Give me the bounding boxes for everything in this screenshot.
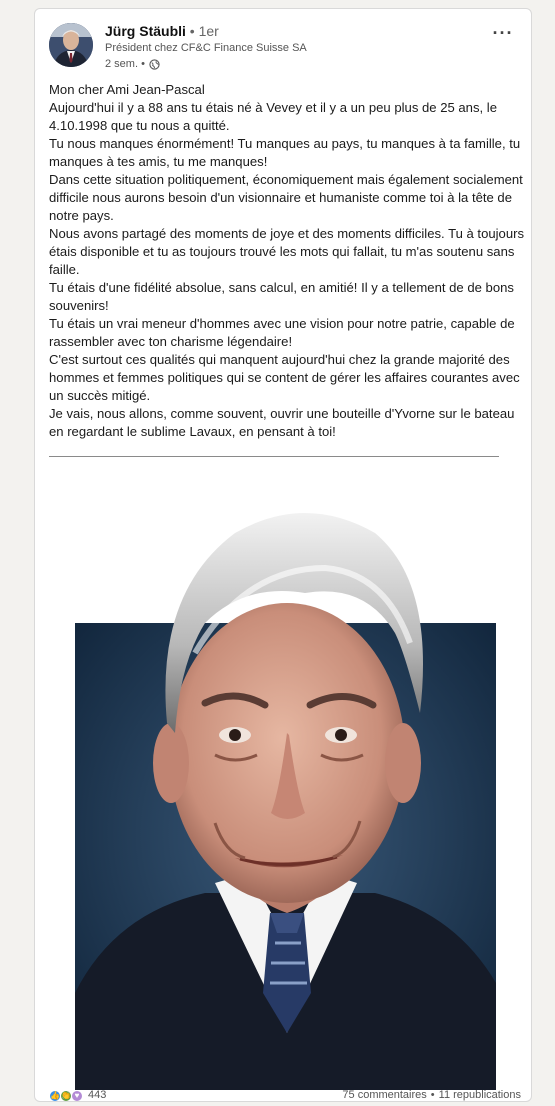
post-meta [105, 57, 481, 72]
post-paragraph: Mon cher Ami Jean-Pascal [49, 82, 205, 97]
post-paragraph: Tu nous manques énormément! Tu manques au pays, tu manques à ta famille, tu manques à tes amis, tu me manques! [49, 136, 521, 169]
reaction-count: 443 [88, 1089, 107, 1101]
post-time: 2 sem. • [105, 58, 145, 70]
more-options-icon[interactable]: ··· [492, 22, 514, 43]
post-paragraph: Je vais, nous allons, comme souvent, ouvrir une bouteille d'Yvorne sur le bateau en regardant le sublime Lavaux, en pensant à toi! [49, 406, 515, 439]
celebrate-reaction-icon: 👏 [61, 1091, 71, 1100]
connection-degree: • 1er [189, 23, 219, 39]
comments-count[interactable]: 75 commentaires [342, 1089, 427, 1101]
post-paragraph: Tu étais d'une fidélité absolue, sans calcul, en amitié! Il y a tellement de de bons souvenirs! [49, 280, 514, 313]
author-info [105, 22, 481, 72]
like-reaction-icon: 👍 [50, 1091, 60, 1100]
post-text [49, 81, 527, 441]
post-paragraph: Aujourd'hui il y a 88 ans tu étais né à Vevey et il y a un peu plus de 25 ans, le 4.10.1998 que tu nous a quitté. [49, 100, 497, 133]
author-name[interactable]: Jürg Stäubli [105, 23, 186, 39]
globe-icon [149, 59, 160, 70]
author-headline: Président chez CF&C Finance Suisse SA [105, 42, 307, 54]
avatar-image [49, 23, 93, 67]
author-line [105, 22, 481, 40]
support-reaction-icon: ♥ [71, 1090, 83, 1102]
post-stats [342, 1088, 521, 1102]
reactions-summary[interactable] [49, 1088, 106, 1102]
post-footer [49, 1088, 521, 1102]
post-paragraph: Dans cette situation politiquement, économiquement mais également socialement difficile nous aurons besoin d'un visionnaire et humaniste comme toi à la tête de notre pays. [49, 172, 523, 223]
post-card [34, 8, 532, 1102]
post-header [49, 19, 521, 81]
reposts-count[interactable]: 11 republications [438, 1089, 521, 1101]
stats-separator: • [430, 1089, 435, 1101]
portrait-illustration [75, 473, 496, 1090]
post-paragraph: C'est surtout ces qualités qui manquent aujourd'hui chez la grande majorité des hommes et femmes politiques qui se content de gérer les affaires courantes avec un succès mitigé. [49, 352, 520, 403]
divider [49, 456, 499, 457]
author-avatar[interactable] [49, 23, 93, 67]
post-paragraph: Nous avons partagé des moments de joye et des moments difficiles. Tu à toujours étais disponible et tu as toujours trouvé les mots qui fallait, tu m'as soutenu sans faille. [49, 226, 525, 277]
post-image[interactable] [75, 473, 496, 1090]
post-paragraph: Tu étais un vrai meneur d'hommes avec une vision pour notre patrie, capable de rassembler avec ton charisme légendaire! [49, 316, 515, 349]
